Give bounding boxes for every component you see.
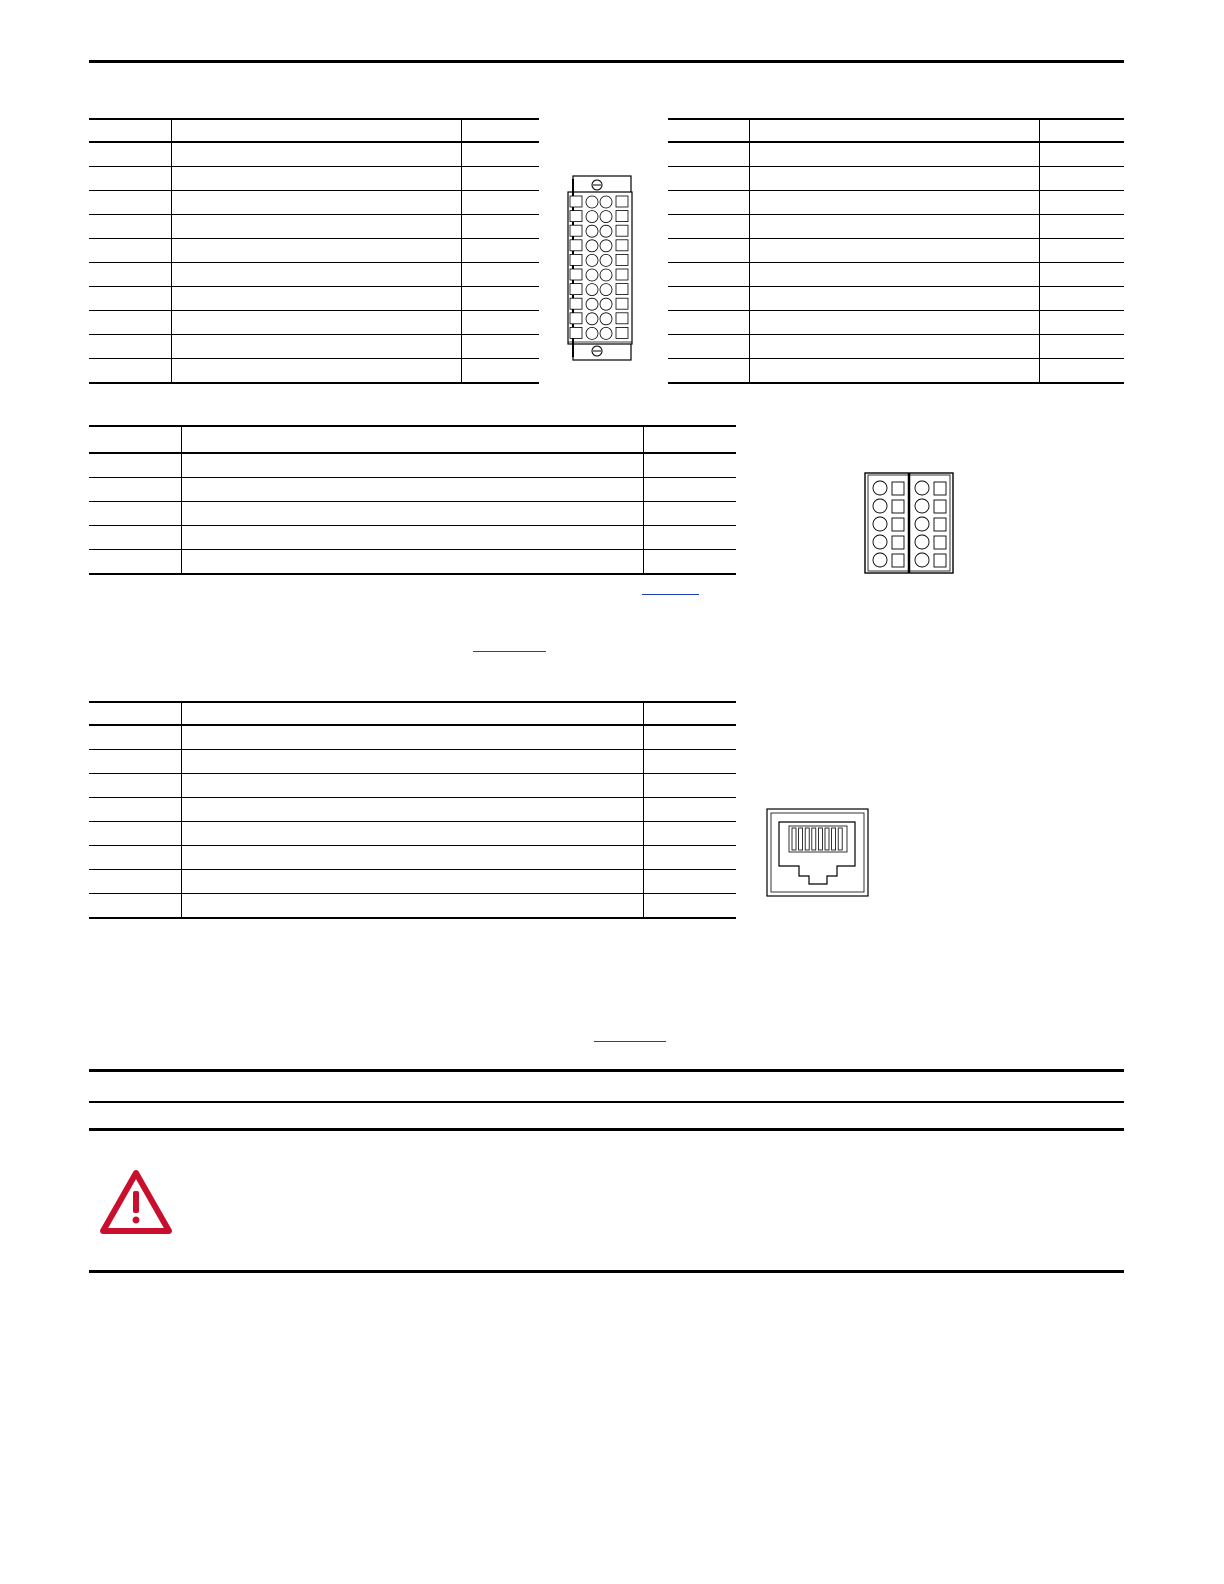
table-row-cell	[171, 359, 461, 384]
table-row	[668, 359, 1124, 384]
table-row-cell	[89, 142, 171, 167]
table-header-row-cell	[749, 119, 1039, 142]
table-header-row-cell	[181, 702, 643, 725]
cross-reference-link-3[interactable]	[594, 1041, 666, 1042]
table-header-row-cell	[181, 426, 643, 453]
table-row-cell	[643, 798, 736, 822]
rj45-pin	[832, 828, 836, 850]
table-row-cell	[89, 215, 171, 239]
table-row-cell	[643, 750, 736, 774]
table-header-row-cell	[643, 426, 736, 453]
table-row-cell	[171, 239, 461, 263]
table-row	[89, 311, 539, 335]
table-row-cell	[1039, 191, 1124, 215]
table-row	[89, 263, 539, 287]
table-row-cell	[461, 311, 539, 335]
table-row	[89, 167, 539, 191]
table-row	[89, 526, 736, 550]
table-row-cell	[461, 191, 539, 215]
table-row	[668, 287, 1124, 311]
table-row	[89, 215, 539, 239]
table-row-cell	[1039, 167, 1124, 191]
table-row-cell	[749, 191, 1039, 215]
table-row	[668, 263, 1124, 287]
rj45-pin	[825, 828, 829, 850]
plug-connector-icon	[864, 472, 954, 574]
table-row-cell	[668, 239, 749, 263]
table-row	[668, 239, 1124, 263]
rj45-pin	[799, 828, 803, 850]
table-row-cell	[461, 359, 539, 384]
table-row-cell	[749, 287, 1039, 311]
terminal-block-connector-icon	[564, 174, 634, 362]
table-row-cell	[171, 335, 461, 359]
table-row-cell	[461, 263, 539, 287]
table-row-cell	[1039, 263, 1124, 287]
table-row-cell	[461, 142, 539, 167]
table-row-cell	[643, 822, 736, 846]
table-row-cell	[668, 335, 749, 359]
table-row	[89, 287, 539, 311]
table-row-cell	[461, 287, 539, 311]
section-rule-3	[89, 1128, 1124, 1131]
table-row-cell	[643, 453, 736, 478]
table-row	[668, 191, 1124, 215]
cross-reference-link-1[interactable]	[642, 594, 699, 595]
table-row-cell	[89, 822, 181, 846]
table-row-cell	[89, 798, 181, 822]
table-header-row-cell	[89, 119, 171, 142]
table-row-cell	[643, 846, 736, 870]
table-header-row-cell	[1039, 119, 1124, 142]
table-row-cell	[181, 894, 643, 919]
rj45-jack-icon	[766, 808, 870, 898]
table-row	[89, 750, 736, 774]
table-row-cell	[181, 798, 643, 822]
table-row	[89, 822, 736, 846]
terminal-table-left	[89, 118, 539, 384]
table-row-cell	[181, 502, 643, 526]
table-header-row	[89, 119, 539, 142]
table-row	[89, 894, 736, 919]
table-row-cell	[171, 263, 461, 287]
table-row-cell	[749, 335, 1039, 359]
table-row-cell	[749, 239, 1039, 263]
table-header-row-cell	[89, 426, 181, 453]
table-row-cell	[1039, 335, 1124, 359]
table-row	[89, 453, 736, 478]
table-row-cell	[668, 287, 749, 311]
table-row	[89, 239, 539, 263]
table-row-cell	[643, 550, 736, 575]
table-row-cell	[89, 894, 181, 919]
table-row-cell	[89, 550, 181, 575]
table-header-row-cell	[89, 702, 181, 725]
table-row	[89, 725, 736, 750]
table-row	[89, 870, 736, 894]
table-row-cell	[461, 215, 539, 239]
table-row-cell	[181, 750, 643, 774]
table-row	[89, 774, 736, 798]
table-row	[89, 335, 539, 359]
table-row-cell	[171, 167, 461, 191]
table-row-cell	[89, 502, 181, 526]
table-row-cell	[461, 167, 539, 191]
rj45-pin	[805, 828, 809, 850]
table-row-cell	[89, 453, 181, 478]
table-row-cell	[643, 502, 736, 526]
table-row-cell	[89, 846, 181, 870]
table-row	[89, 550, 736, 575]
table-row-cell	[171, 142, 461, 167]
warning-triangle-icon	[99, 1169, 173, 1235]
table-row-cell	[749, 167, 1039, 191]
table-row-cell	[89, 478, 181, 502]
table-header-row-cell	[171, 119, 461, 142]
table-row-cell	[89, 191, 171, 215]
table-row-cell	[171, 311, 461, 335]
table-row	[668, 142, 1124, 167]
table-row-cell	[749, 359, 1039, 384]
table-row-cell	[749, 311, 1039, 335]
table-row-cell	[181, 822, 643, 846]
table-row	[89, 502, 736, 526]
table-row-cell	[668, 142, 749, 167]
table-row-cell	[1039, 215, 1124, 239]
table-row-cell	[89, 725, 181, 750]
table-row-cell	[668, 263, 749, 287]
table-row-cell	[668, 215, 749, 239]
table-header-row-cell	[668, 119, 749, 142]
table-header-row-cell	[643, 702, 736, 725]
table-row-cell	[181, 846, 643, 870]
table-header-row	[89, 426, 736, 453]
table-row-cell	[181, 774, 643, 798]
table-row-cell	[643, 774, 736, 798]
table-row-cell	[181, 478, 643, 502]
table-row-cell	[89, 526, 181, 550]
table-row-cell	[668, 167, 749, 191]
table-row-cell	[749, 263, 1039, 287]
table-row-cell	[89, 774, 181, 798]
table-row-cell	[181, 870, 643, 894]
table-row-cell	[668, 191, 749, 215]
table-row	[89, 798, 736, 822]
notice-bottom-rule	[89, 1270, 1124, 1273]
table-row-cell	[1039, 311, 1124, 335]
table-row	[668, 215, 1124, 239]
table-row-cell	[171, 191, 461, 215]
table-row-cell	[1039, 239, 1124, 263]
table-row-cell	[643, 894, 736, 919]
table-header-row	[668, 119, 1124, 142]
section-rule-1	[89, 1069, 1124, 1072]
table-row-cell	[643, 478, 736, 502]
table-row-cell	[749, 215, 1039, 239]
table-row-cell	[643, 725, 736, 750]
rj45-pin	[792, 828, 796, 850]
table-row-cell	[89, 750, 181, 774]
section-rule-2	[89, 1101, 1124, 1103]
table-row	[89, 846, 736, 870]
table-row-cell	[1039, 287, 1124, 311]
table-row-cell	[181, 526, 643, 550]
table-row-cell	[89, 263, 171, 287]
table-row-cell	[668, 311, 749, 335]
table-row	[668, 335, 1124, 359]
table-row-cell	[643, 870, 736, 894]
table-row-cell	[89, 239, 171, 263]
table-row-cell	[643, 526, 736, 550]
table-row-cell	[171, 215, 461, 239]
header-rule	[89, 60, 1124, 63]
rj45-pin-table	[89, 701, 736, 919]
table-header-row	[89, 702, 736, 725]
table-row	[668, 167, 1124, 191]
rj45-pin	[812, 828, 816, 850]
table-row-cell	[89, 870, 181, 894]
table-row-cell	[171, 287, 461, 311]
table-row-cell	[89, 167, 171, 191]
table-row-cell	[89, 359, 171, 384]
table-row-cell	[181, 453, 643, 478]
table-row-cell	[89, 335, 171, 359]
table-row-cell	[461, 335, 539, 359]
table-row-cell	[89, 311, 171, 335]
table-row	[668, 311, 1124, 335]
cross-reference-link-2[interactable]	[473, 651, 546, 652]
table-row-cell	[1039, 359, 1124, 384]
table-row-cell	[181, 725, 643, 750]
table-row-cell	[1039, 142, 1124, 167]
rj45-pin	[818, 828, 822, 850]
table-row-cell	[181, 550, 643, 575]
table-row	[89, 142, 539, 167]
rj45-pin	[838, 828, 842, 850]
table-row-cell	[749, 142, 1039, 167]
table-row	[89, 359, 539, 384]
table-row-cell	[89, 287, 171, 311]
io-connector-table	[89, 425, 736, 575]
terminal-table-right	[668, 118, 1124, 384]
table-row-cell	[461, 239, 539, 263]
table-header-row-cell	[461, 119, 539, 142]
table-row	[89, 478, 736, 502]
table-row-cell	[668, 359, 749, 384]
table-row	[89, 191, 539, 215]
